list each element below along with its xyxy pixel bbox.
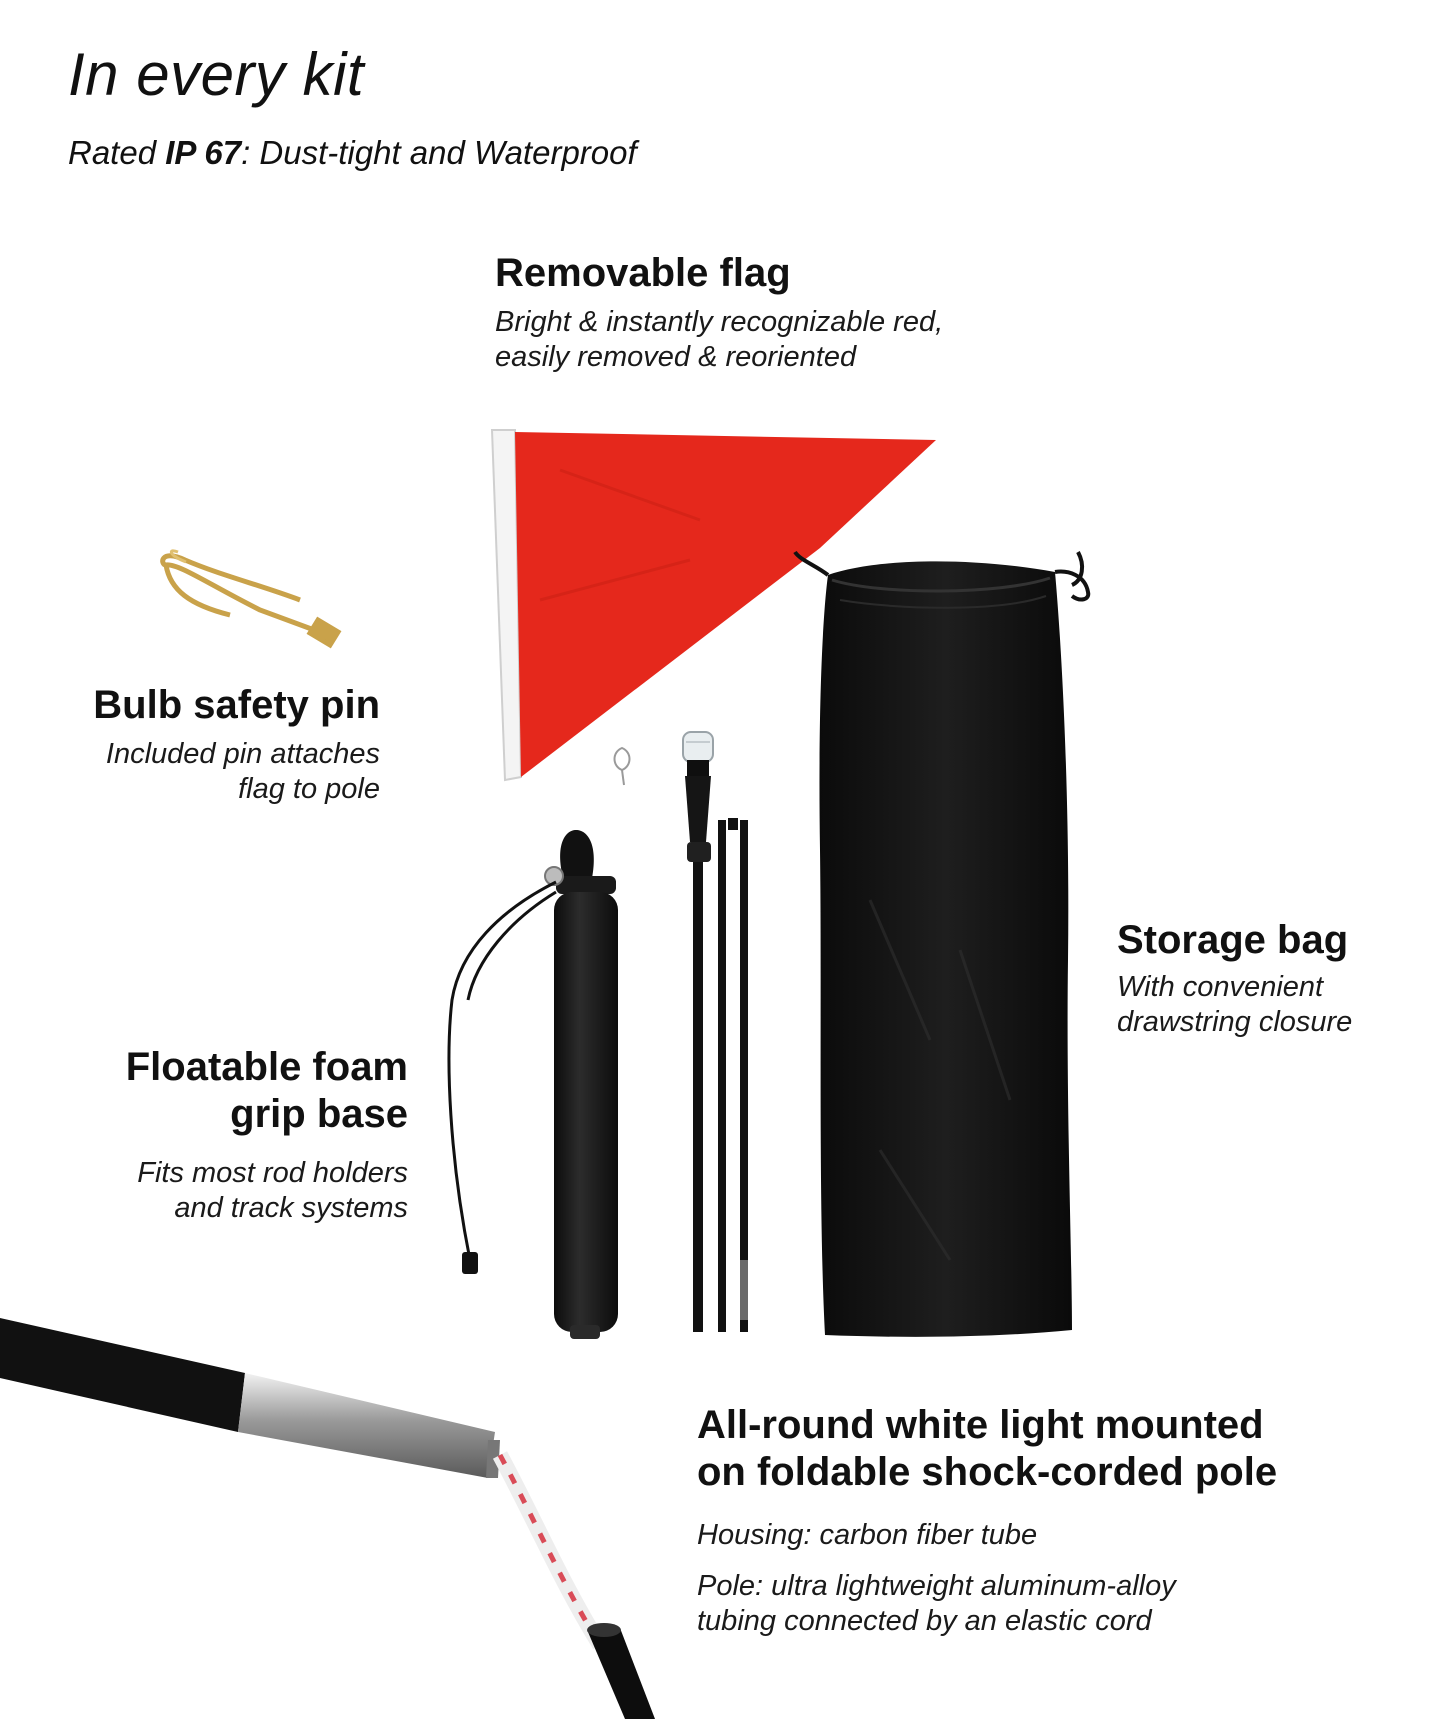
pole-joint-image (0, 1318, 655, 1719)
pin-desc-line2: flag to pole (238, 773, 380, 805)
flag-title: Removable flag (495, 251, 791, 295)
pin-title: Bulb safety pin (93, 683, 380, 727)
foam-desc-line1: Fits most rod holders (137, 1157, 408, 1189)
foam-desc-line2: and track systems (174, 1192, 408, 1224)
foam-title-line1: Floatable foam (125, 1045, 408, 1089)
rating-prefix: Rated (68, 134, 166, 171)
foam-title-line2: grip base (230, 1092, 408, 1136)
light-housing: Housing: carbon fiber tube (697, 1519, 1038, 1551)
rating-suffix: : Dust-tight and Waterproof (241, 134, 637, 171)
storage-bag-image (795, 552, 1088, 1337)
bag-desc-line1: With convenient (1117, 971, 1324, 1003)
light-pole-line1: Pole: ultra lightweight aluminum-alloy (697, 1570, 1176, 1602)
light-pole-image (683, 732, 748, 1332)
flag-desc-line2: easily removed & reoriented (495, 341, 857, 373)
bag-title: Storage bag (1117, 918, 1349, 962)
flag-desc-line1: Bright & instantly recognizable red, (495, 306, 944, 338)
rating-code: IP 67 (165, 134, 242, 171)
bag-desc-line2: drawstring closure (1117, 1006, 1353, 1038)
safety-pin-image (163, 551, 338, 645)
pin-desc-line1: Included pin attaches (105, 738, 380, 770)
light-title-line2: on foldable shock-corded pole (697, 1450, 1278, 1494)
small-pin-image (615, 748, 630, 785)
foam-grip-image (449, 830, 618, 1339)
light-pole-line2: tubing connected by an elastic cord (697, 1605, 1152, 1637)
page-title: In every kit (68, 41, 365, 108)
light-title-line1: All-round white light mounted (697, 1403, 1264, 1447)
